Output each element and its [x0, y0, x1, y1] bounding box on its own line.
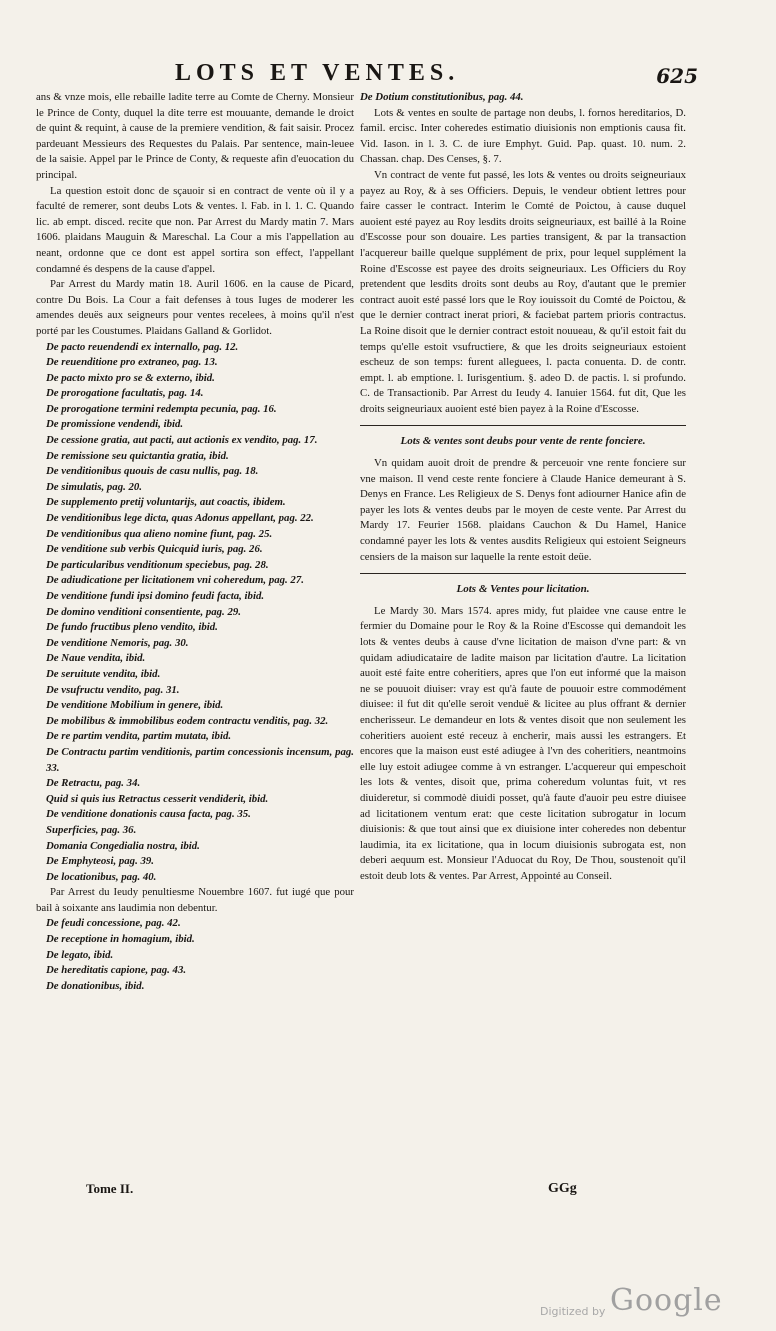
reference-line: De venditionibus lege dicta, quas Adonus appellant, pag. 22. — [46, 512, 314, 525]
reference-line: De Retractu, pag. 34. — [46, 777, 141, 790]
reference-line: De promissione vendendi, ibid. — [46, 418, 184, 431]
reference-line: De venditione Mobilium in genere, ibid. — [46, 699, 224, 712]
reference-line: De particularibus venditionum speciebus, pag. 28. — [46, 558, 269, 571]
reference-line: De venditionibus qua alieno nomine fiunt, pag. 25. — [46, 527, 273, 540]
reference-list — [36, 916, 354, 994]
volume-label: Tome II. — [86, 1181, 134, 1196]
reference-list — [36, 340, 354, 886]
reference-line: De Naue vendita, ibid. — [46, 652, 146, 665]
reference-line: De simulatis, pag. 20. — [46, 480, 142, 493]
reference-line: De domino venditioni consentiente, pag. 29. — [46, 605, 241, 618]
reference-line: De venditionibus quouis de casu nullis, pag. 18. — [46, 465, 259, 478]
paragraph: Par Arrest du Mardy matin 18. Auril 1606. en la cause de Picard, contre Du Bois. La Cour a fait defenses à tous Iuges de moderer les amendes deuës aux seigneurs pour ventes recelees, à moins qu'il n'est porté par les Coustumes. Plaidans Galland & Gorlidot. — [36, 278, 354, 337]
reference-line: De venditione Nemoris, pag. 30. — [46, 636, 189, 649]
page-number: 625 — [656, 64, 698, 88]
reference-line: De remissione seu quictantia gratia, ibid. — [46, 449, 229, 462]
reference-line: De hereditatis capione, pag. 43. — [46, 964, 187, 977]
reference-line: Superficies, pag. 36. — [46, 823, 137, 836]
reference-line: De adiudicatione per licitationem vni coheredum, pag. 27. — [46, 574, 304, 587]
paragraph: ans & vnze mois, elle rebaille ladite terre au Comte de Cherny. Monsieur le Prince de Conty, duquel la dite terre est mouuante, demande le droict de quint & requint, à cause de la premiere vendition, & fait saisir. Procez pardeuant Messieurs des Requestes du Palais. Par sentence, main-leuee de la saisie. Appel par le Prince de Conty, & requeste afin d'euocation du principal. — [36, 91, 354, 181]
reference-line: De mobilibus & immobilibus eodem contractu venditis, pag. 32. — [46, 714, 329, 727]
reference-line: Domania Congedialia nostra, ibid. — [46, 839, 200, 852]
printer-signature: GGg — [548, 1181, 577, 1196]
reference-line: De re partim vendita, partim mutata, ibid. — [46, 730, 232, 743]
paragraph: Par Arrest du Ieudy penultiesme Nouembre 1607. fut iugé que pour bail à soixante ans laudimia non debentur. — [36, 886, 354, 914]
reference-line: De locationibus, pag. 40. — [46, 870, 157, 883]
reference-line: De venditione donationis causa facta, pag. 35. — [46, 808, 251, 821]
reference-line: De vsufructu vendito, pag. 31. — [46, 683, 180, 696]
reference-line: De Contractu partim venditionis, partim concessionis incensum, pag. 33. — [46, 745, 354, 774]
reference-line: De pacto reuendendi ex internallo, pag. 12. — [46, 340, 239, 353]
watermark-caption: Digitized by — [540, 1305, 606, 1318]
reference-line: De venditione fundi ipsi domino feudi facta, ibid. — [46, 590, 265, 602]
reference-line: De pacto mixto pro se & externo, ibid. — [46, 371, 215, 384]
reference-line: De receptione in homagium, ibid. — [46, 933, 195, 946]
digitization-watermark — [540, 1283, 760, 1323]
paragraph: Le Mardy 30. Mars 1574. apres midy, fut plaidee vne cause entre le fermier du Domaine pour le Roy & la Roine d'Escosse qui demandoit les lots & ventes deubs à cause d'vne licitation de maison d'vne part: & vn quidam adiudicataire de ladite maison par licitation d'autre. La licitation auoit esté faite entre coheritiers, apres que l'on eut informé que la maison ne se pouuoit diuiser: vray est qu'à faute de pouuoir estre commodément diuisee: il fut dit qu'elle seroit venduë & licitee au plus offrant & dernier encherisseur. Le demandeur en lots & ventes disoit que non seulement les coheritiers auoient esté receuz à encherir, mais aussi les estrangers. Et encores que la maison eust esté adiugee à l'vn des coheritiers, neantmoins elle luy estoit adiugee comme à vn estranger. L'acquereur qui empeschoit les lots & ventes, disoit que, prima coheredum voluntas fuit, vt res diuideretur, si commodè diuidi posset, qu'à faute d'auoir peu estre diuisee ad licitationem ventum erat: que ceste licitation subrogatur in locum diuisionis: & que tout ainsi que ex diuisione inter coheredes non debentur laudimia, ita ex licitatione, qua in locum diuisionis subrogata est, non deberi aequum est. Monsieur l'Aduocat du Roy, De Thou, soustenoit qu'il estoit deub lots & ventes. Par Arrest, Appointé au Conseil. — [360, 604, 686, 882]
page-header — [0, 58, 776, 90]
reference-line: De seruitute vendita, ibid. — [46, 667, 161, 680]
reference-line: De feudi concessione, pag. 42. — [46, 917, 181, 930]
reference-line: De prorogatione facultatis, pag. 14. — [46, 387, 204, 400]
reference-line: De reuenditione pro extraneo, pag. 13. — [46, 356, 218, 369]
reference-line: De fundo fructibus pleno vendito, ibid. — [46, 621, 218, 634]
section-divider — [360, 425, 686, 426]
paragraph: Vn contract de vente fut passé, les lots & ventes ou droits seigneuriaux payez au Roy, & à ses Officiers. Depuis, le vendeur obtient lettres pour faire casser le contract. Interim le Comté de Poictou, à cause duquel auoient esté payez au Roy lesdits droits seigneuriaux, est baillé à la Roine d'Escosse pour son douaire. Les parties transigent, & par la transaction l'acquereur baille quelque supplément de prix, pour lequel supplément la Roine d'Escosse est payee des droits seigneuriaux. Les Officiers du Roy pretendent que lesdits droits sont deubs au Roy, d'autant que le premier contract auoit esté passé lors que le Roy iouissoit du Comté de Poictou, & que le dernier contract inerat priori, & faciebat partem prioris contractus. La Roine disoit que le dernier contract estoit nouueau, & qu'il estoit fait du temps qu'elle estoit vsufructiere, & que les droits seigneuriaux estoient escheuz de son temps: furent alleguees, l. pacta conuenta. D. de contr. empt. l. ab emptione. l. Iurisgentium. §. adeo D. de pactis. l. si profundo. C. de Transactionib. Par Arrest du Ieudy 4. Ianuier 1564. fut dit, Que les droits seigneuriaux auoient esté bien payez à la Roine d'Escosse. — [360, 168, 686, 415]
google-logo: Google — [610, 1283, 723, 1318]
right-column — [360, 90, 686, 885]
reference-line: Quid si quis ius Retractus cesserit vendiderit, ibid. — [46, 792, 269, 805]
reference-line: De Dotium constitutionibus, pag. 44. — [360, 91, 524, 103]
reference-line: De prorogatione termini redempta pecunia, pag. 16. — [46, 402, 277, 415]
paragraph: Vn quidam auoit droit de prendre & perceuoir vne rente fonciere sur vne maison. Il vend ceste rente fonciere à Claude Hanice demeurant à S. Denys en France. Les Religieux de S. Denys font adiourner Hanice afin de payer les lots & ventes deubs par le moyen de ceste vente. Par Arrest du Mardy 17. Feurier 1568. plaidans Cauchon & Du Hamel, Hanice condamné payer les lots & ventes ausdits Religieux qui estoient Seigneurs censiers de la maison sur laquelle la rente estoit deüe. — [360, 457, 686, 563]
paragraph: La question estoit donc de sçauoir si en contract de vente où il y a faculté de remerer, sont deubs Lots & ventes. l. Fab. in l. 1. C. Quando lic. ab empt. disced. recite que non. Par Arrest du Mardy matin 7. Mars 1606. plaidans Mauguin & Mareschal. La Cour a mis l'appellation au neant, ordonne que ce dont est appel sortira son effect, l'appellant condamné és despens de la cause d'appel. — [36, 184, 354, 275]
reference-line: De supplemento pretij voluntarijs, aut coactis, ibidem. — [46, 496, 286, 509]
reference-line: De venditione sub verbis Quicquid iuris, pag. 26. — [46, 543, 263, 556]
reference-line: De cessione gratia, aut pacti, aut actionis ex vendito, pag. 17. — [46, 434, 318, 447]
section-title: Lots & ventes sont deubs pour vente de rente fonciere. — [400, 435, 646, 448]
running-title: LOTS ET VENTES. — [175, 60, 460, 86]
reference-line: De Emphyteosi, pag. 39. — [46, 855, 154, 868]
section-divider — [360, 573, 686, 574]
reference-line: De donationibus, ibid. — [46, 979, 145, 992]
paragraph: Lots & ventes en soulte de partage non deubs, l. fornos hereditarios, D. famil. ercisc. Inter coheredes estimatio diuisionis non emptionis causa fit. Vid. Iason. in l. 3. C. de iure Emphyt. Guid. Pap. quast. 10. num. 2. Chassan. chap. Des Censes, §. 7. — [360, 106, 686, 166]
reference-line: De legato, ibid. — [46, 948, 114, 961]
left-column — [36, 90, 354, 994]
section-title: Lots & Ventes pour licitation. — [456, 583, 590, 596]
